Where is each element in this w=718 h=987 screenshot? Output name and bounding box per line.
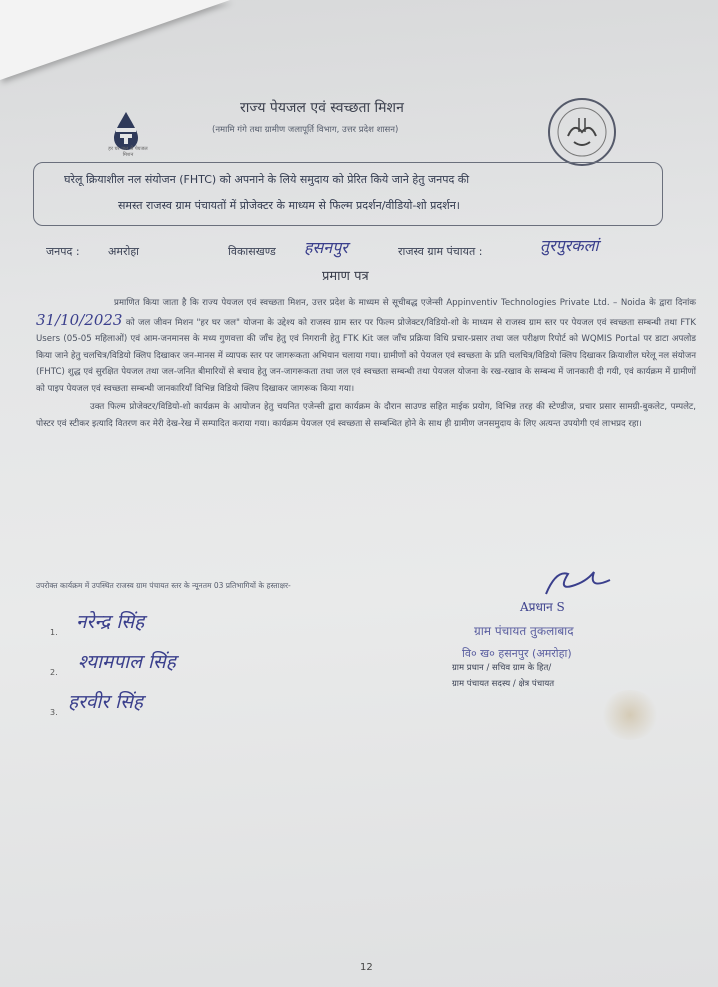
gram-panchayat-value: तुरपुरकलां xyxy=(540,236,599,255)
designation-line-2: ग्राम पंचायत सदस्य / क्षेत्र पंचायत xyxy=(452,679,555,689)
district-value: अमरोहा xyxy=(108,245,140,258)
page-subtitle: (नमामि गंगे तथा ग्रामीण जलापूर्ति विभाग, उत्तर प्रदेश शासन) xyxy=(212,125,399,135)
participant-number: 1. xyxy=(50,628,58,637)
body-para1-rest: को जल जीवन मिशन "हर घर जल" योजना के उद्देश्य को राजस्व ग्राम स्तर पर फिल्म प्रोजेक्टर/विडियो-शो के माध्यम से राजस्व ग्राम स्तर पर पेयजल एवं स्वच्छता सम्बन्धी तथा FTK Users (05-05 महिलाओं) एवं आम-जनमानस के मध्य गुणवत्ता की जाँच हेतु एवं निगरानी हेतु FTK Kit जल जाँच प्रक्रिया विधि प्रचार-प्रसार तथा जल परीक्षण रिपोर्ट को WQMIS Portal पर डाटा अपलोड किया जाने हेतु चलचित्र/विडियो क्लिप दिखाकर जन-मानस में व्यापक स्तर पर जागरूकता अभियान चलाया गया। ग्रामीणों को पेयजल एवं स्वच्छता के प्रति चलचित्र/विडियो क्लिप दिखाकर क्रियाशील घरेलू नल संयोजन (FHTC) शुद्ध एवं सुरक्षित पेयजल तथा जल-जनित बीमारियों से बचाव हेतु जन-जागरूकता तथा जल एवं स्वच्छता सम्बन्धी तथा पेयजल योजना के रख-रखाव के सम्बन्ध में जानकारी दी गयी, एवं कार्यक्रम में ग्रामीणों को पाइप पेयजल एवं स्वच्छता सम्बन्धी जानकारियाँ विभिन्न विडियो क्लिप दिखाकर जागरूक किया गया। xyxy=(36,317,697,394)
participant-signature: श्यामपाल सिंह xyxy=(78,651,176,673)
signatory-title: Aप्रधान S xyxy=(520,600,565,614)
left-logo-caption: हर घर जल से पेयजल मिशन xyxy=(108,146,148,158)
stamp-line-2: वि० ख० हसनपुर (अमरोहा) xyxy=(462,647,572,660)
page-title: राज्य पेयजल एवं स्वच्छता मिशन xyxy=(240,100,404,116)
participants-intro: उपरोक्त कार्यक्रम में उपस्थित राजस्व ग्राम पंचायत स्तर के न्यूनतम 03 प्रतिभागियों के हस्ताक्षर- xyxy=(36,581,291,590)
folded-corner xyxy=(0,0,230,80)
body-para2-text: उक्त फिल्म प्रोजेक्टर/विडियो-शो कार्यक्रम के आयोजन हेतु चयनित एजेन्सी द्वारा कार्यक्रम के दौरान साउण्ड सहित माईक प्रयोग, विभिन्न तरह की स्टेण्डीज, प्रचार प्रसार सामग्री-बुकलेट, पम्पलेट, पोस्टर एवं स्टीकर इत्यादि वितरण कर मेरी देख-रेख में सम्पादित कराया गया। कार्यक्रम पेयजल एवं स्वच्छता से सम्बन्धित होने के साथ ही ग्रामीण जनसमुदाय के लिए अत्यन्त उपयोगी एवं लाभप्रद रहा। xyxy=(36,402,696,429)
participant-signature: हरवीर सिंह xyxy=(68,691,144,713)
district-label: जनपद : xyxy=(46,245,80,258)
banner-line-1: घरेलू क्रियाशील नल संयोजन (FHTC) को अपनाने के लिये समुदाय को प्रेरित किये जाने हेतु जनपद की xyxy=(64,173,470,186)
pradhan-signature-icon xyxy=(540,566,620,600)
stamp-line-1: ग्राम पंचायत तुकलाबाद xyxy=(474,624,574,638)
block-label: विकासखण्ड xyxy=(228,245,276,258)
banner-line-2: समस्त राजस्व ग्राम पंचायतों में प्रोजेक्टर के माध्यम से फिल्म प्रदर्शन/वीडियो-शो प्रदर्शन। xyxy=(118,199,460,212)
gram-panchayat-label: राजस्व ग्राम पंचायत : xyxy=(398,245,483,258)
participant-signature: नरेन्द्र सिंह xyxy=(76,611,145,633)
certificate-body xyxy=(36,295,696,434)
body-paragraph-2 xyxy=(36,399,696,432)
program-date: 31/10/2023 xyxy=(36,310,123,329)
body-para1-start: प्रमाणित किया जाता है कि राज्य पेयजल एवं स्वच्छता मिशन, उत्तर प्रदेश के माध्यम से सूचीबद्ध एजेन्सी Appinventiv Technologies Private Ltd. – Noida के द्वारा दिनांक xyxy=(114,298,696,308)
designation-line-1: ग्राम प्रधान / सचिव ग्राम के हित/ xyxy=(452,663,552,673)
participant-number: 2. xyxy=(50,668,58,677)
block-value: हसनपुर xyxy=(304,238,348,257)
page-number: 12 xyxy=(360,962,373,973)
certificate-heading: प्रमाण पत्र xyxy=(322,269,369,284)
up-state-emblem-icon xyxy=(546,96,618,168)
body-paragraph-1 xyxy=(36,295,696,397)
participant-number: 3. xyxy=(50,708,58,717)
paper-stain xyxy=(600,690,660,740)
